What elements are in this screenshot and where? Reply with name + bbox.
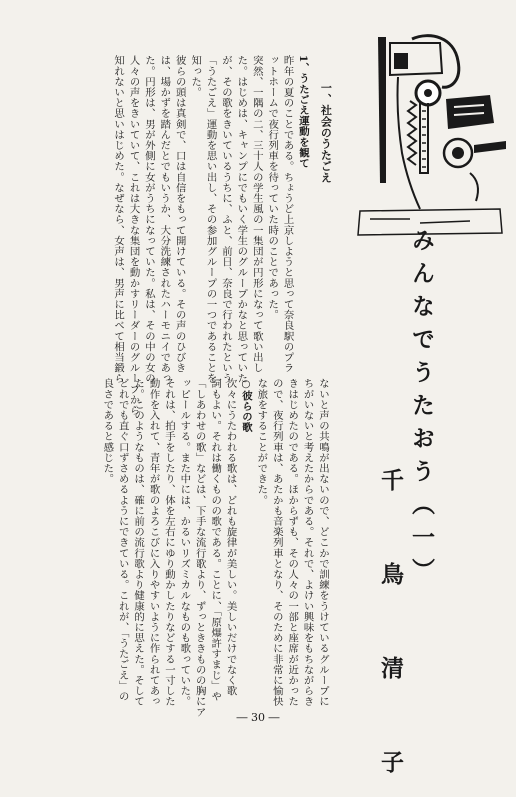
paragraph-line: ので、夜行列車は、あたかも音楽列車となり、そのために非常に愉快 [270, 378, 283, 707]
article-title-text: みんなでうたおう [408, 228, 435, 492]
paragraph-line: 「うたごえ」運動を思い出し、その参加グループの一つであることを [204, 55, 217, 384]
paragraph-line: 知った。 [189, 55, 202, 98]
paragraph-line: きはじめたのである。ほからずも、その人々の一部と座席が近かった [286, 378, 299, 707]
paragraph-line: ッピールする。また中には、かるいリズミカルなものも歌っていた。 [178, 378, 191, 707]
paragraph-line: は、場かずを踏んだとでもいうか、大分洗練されたハーモニイであっ [158, 55, 171, 384]
paragraph-line: 良さであると感じた。 [101, 378, 114, 484]
paragraph-line: ットホームで夜行列車を待っていた時のことであった。 [266, 55, 279, 320]
paragraph-line: ちがいないと考えたからである。それで、よけい興味をもちながらき [301, 378, 314, 707]
article-title [405, 228, 438, 591]
paragraph-line: 動作を入れて、青年が歌のよろこびに入りやすいように作られてあっ [147, 378, 160, 707]
paragraph-line: た。はじめは、キャンプにでもいく学生のグループかなと思っていた [235, 55, 248, 384]
paragraph-line: 次々にうたわれる歌は、どれも旋律が美しい。美しいだけでなく歌 [224, 378, 237, 696]
paragraph-line: どれでも直ぐ口ずさめるようにできている。これが、「うたごえ」の [116, 378, 129, 702]
paragraph-line: た。円形は、男が外側に女がうちになっていた。私は、その中の女の [142, 55, 155, 384]
paragraph-line: な旅をすることができた。 [255, 378, 268, 506]
section-heading: 一、社会のうたごえ [319, 82, 333, 183]
paragraph-line: 突然、一隅の二、三十人の学生風の一集団が円形になって歌い出し [250, 55, 263, 373]
paragraph-line: 人々の声をきいていて、これは大きな集団を動かすリーダーのグループから [127, 55, 140, 416]
paragraph-line: が、その歌をきいているうちに、ふと、前日、奈良で行われたという [219, 55, 232, 384]
paragraph-line: 詞もよい。それは働くものの歌である。ことに、「原爆許すまじ」や [209, 378, 222, 702]
page-number: ― 30 ― [236, 711, 280, 724]
article-part-number: （一） [408, 492, 435, 591]
paragraph-line: 知れないと思いはじめた。なぜなら、女声は、男声に比べて相当鍛ら [112, 55, 125, 384]
subsection-heading: ○彼らの歌 [239, 378, 252, 433]
paragraph-line: それは、拍手をしたり、体を左右にゆり動かしたりなどする一寸した [162, 378, 175, 707]
paragraph-line: た。このようなものは、確に前の流行歌より健康的に思えた。そして [132, 378, 145, 707]
paragraph-line: 昨年の夏のことである。ちょうど上京しようと思って奈良駅のプラ [281, 55, 294, 373]
paragraph-line: 彼らの頭は真剣で、口は自信をもって開けている。その声のひびき [173, 55, 186, 373]
abstract-illustration [350, 33, 510, 238]
paragraph-line: 「しあわせの歌」などは、下手な流行歌より、ずっとききものの胸にア [193, 378, 206, 718]
paragraph-line: ないと声の共鳴が出ないので、どこかで訓練をうけているグループに [317, 378, 329, 707]
author-name: 千 鳥 清 子 [377, 468, 404, 797]
subsection-heading: 1、うたごえ運動を観て [297, 55, 309, 169]
